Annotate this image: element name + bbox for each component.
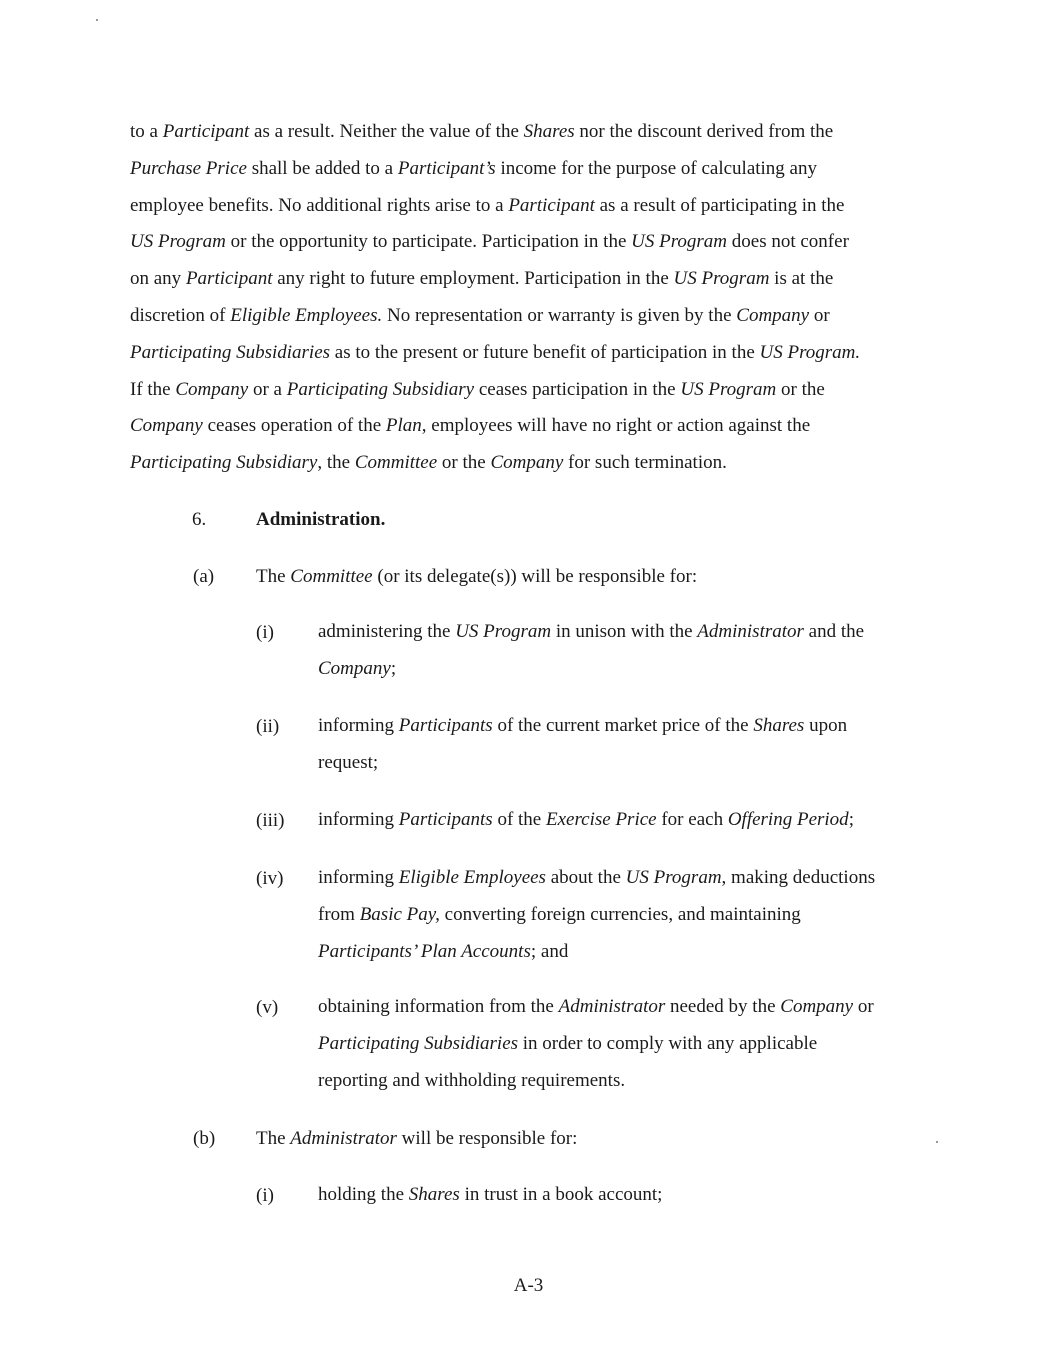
- defined-term: Company: [736, 304, 810, 326]
- text-line: administering the US Program in unison with the Administrator and the: [318, 621, 865, 642]
- defined-term: Committee: [290, 566, 373, 587]
- defined-term: Company: [318, 657, 391, 679]
- item-a-iii-text: [318, 802, 938, 839]
- defined-term: US Program: [625, 867, 722, 888]
- item-a-iv-label: (iv): [256, 868, 284, 889]
- defined-term: US Program: [673, 268, 770, 290]
- text-line: from Basic Pay, converting foreign currencies, and maintaining: [318, 903, 801, 925]
- item-a-i-text: [318, 614, 938, 688]
- defined-term: Participants: [398, 809, 493, 830]
- text-line: US Program or the opportunity to participate. Participation in the US Program does not confer: [130, 231, 849, 253]
- defined-term: Participating Subsidiary: [130, 452, 318, 474]
- page-number: A-3: [513, 1275, 544, 1296]
- defined-term: Shares: [523, 121, 575, 142]
- defined-term: US Program.: [759, 341, 861, 363]
- defined-term: Participating Subsidiaries: [318, 1032, 519, 1054]
- text-line: Purchase Price shall be added to a Participant’s income for the purpose of calculating any: [130, 157, 817, 179]
- text-line: request;: [318, 751, 379, 773]
- text-line: Participating Subsidiaries in order to comply with any applicable: [318, 1032, 818, 1054]
- text-line: employee benefits. No additional rights arise to a Participant as a result of participating in the: [130, 194, 845, 216]
- defined-term: Participating Subsidiaries: [130, 341, 331, 363]
- text-line: Company;: [318, 657, 397, 679]
- defined-term: Shares: [408, 1184, 460, 1205]
- defined-term: Participating Subsidiary: [286, 378, 475, 400]
- defined-term: US Program: [680, 378, 777, 400]
- defined-term: Eligible Employees.: [230, 304, 383, 326]
- text-line: informing Participants of the Exercise Price for each Offering Period;: [318, 809, 854, 830]
- subsection-a-label: (a): [193, 566, 215, 587]
- text-line: reporting and withholding requirements.: [318, 1069, 626, 1091]
- text-line: obtaining information from the Administrator needed by the Company or: [318, 996, 874, 1017]
- defined-term: Company: [780, 996, 854, 1017]
- defined-term: US Program: [631, 231, 728, 253]
- text-line: Participants’ Plan Accounts; and: [318, 940, 569, 962]
- section-number: 6.: [192, 509, 207, 530]
- item-b-i-text: [318, 1177, 938, 1214]
- text-line: holding the Shares in trust in a book account;: [318, 1184, 663, 1205]
- defined-term: Company: [490, 452, 564, 474]
- defined-term: Participant: [185, 268, 273, 290]
- defined-term: Committee: [354, 452, 438, 474]
- text-line: to a Participant as a result. Neither the value of the Shares nor the discount derived from the: [130, 121, 834, 142]
- item-a-ii-label: (ii): [256, 716, 280, 737]
- text-line: The Administrator will be responsible for:: [256, 1128, 578, 1149]
- defined-term: Participant’s: [397, 157, 496, 179]
- defined-term: US Program: [130, 231, 226, 253]
- section-title: Administration.: [256, 509, 386, 530]
- defined-term: Purchase Price: [130, 157, 247, 179]
- item-b-i-label: (i): [256, 1185, 274, 1206]
- intro-paragraph: [130, 114, 930, 482]
- text-line: discretion of Eligible Employees. No representation or warranty is given by the Company or: [130, 304, 830, 326]
- defined-term: Company: [175, 378, 249, 400]
- defined-term: Participants: [398, 715, 493, 736]
- defined-term: Participant: [162, 121, 250, 142]
- item-a-v-text: [318, 989, 938, 1099]
- defined-term: Participants’ Plan Accounts: [318, 940, 531, 962]
- defined-term: Administrator: [290, 1128, 397, 1149]
- item-a-iii-label: (iii): [256, 810, 285, 831]
- defined-term: Administrator: [558, 996, 666, 1017]
- defined-term: Basic Pay,: [359, 903, 440, 925]
- text-line: on any Participant any right to future employment. Participation in the US Program is at the: [130, 268, 834, 290]
- text-line: Company ceases operation of the Plan, employees will have no right or action against the: [130, 415, 811, 437]
- defined-term: Offering Period: [727, 809, 849, 830]
- defined-term: Eligible Employees: [398, 867, 546, 888]
- subsection-b-text: [256, 1128, 577, 1150]
- text-line: Participating Subsidiary, the Committee or the Company for such termination.: [130, 452, 727, 474]
- defined-term: Exercise Price: [546, 809, 657, 830]
- item-a-iv-text: [318, 860, 938, 970]
- text-line: informing Eligible Employees about the US Program, making deductions: [318, 867, 876, 888]
- defined-term: Plan: [385, 415, 422, 437]
- scan-speck: [96, 19, 98, 21]
- item-a-ii-text: [318, 708, 938, 782]
- defined-term: US Program: [455, 621, 552, 642]
- item-a-v-label: (v): [256, 997, 279, 1018]
- defined-term: Shares: [753, 715, 805, 736]
- scan-speck: [936, 1141, 938, 1143]
- defined-term: Participant: [508, 194, 595, 216]
- text-line: If the Company or a Participating Subsidiary ceases participation in the US Program or the: [130, 378, 825, 400]
- defined-term: Company: [130, 415, 203, 437]
- subsection-a-text: [256, 566, 697, 588]
- item-a-i-label: (i): [256, 622, 274, 643]
- text-line: Participating Subsidiaries as to the present or future benefit of participation in the US Program.: [130, 341, 861, 363]
- defined-term: Administrator: [697, 621, 804, 642]
- text-line: informing Participants of the current market price of the Shares upon: [318, 715, 848, 736]
- subsection-b-label: (b): [193, 1128, 216, 1149]
- text-line: The Committee (or its delegate(s)) will be responsible for:: [256, 566, 698, 587]
